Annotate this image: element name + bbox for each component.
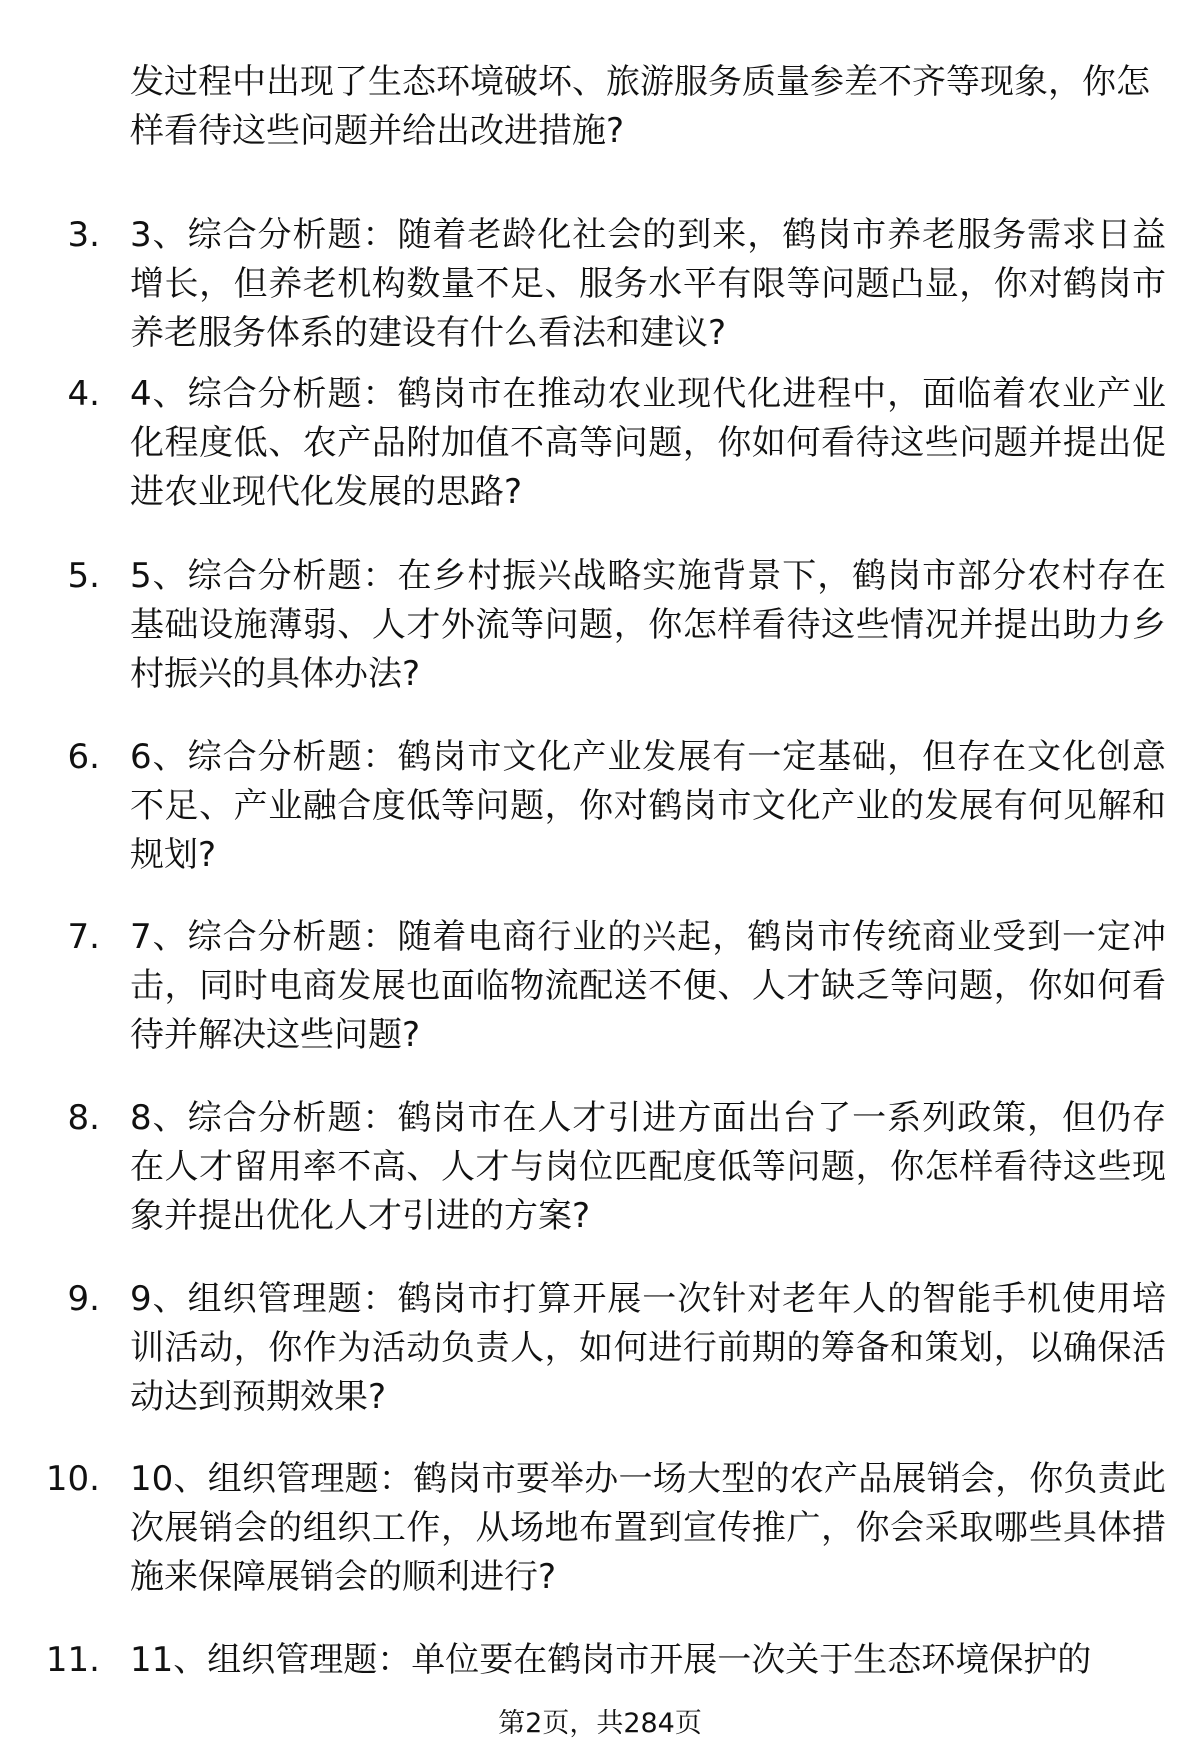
- item-number: 6.: [67, 737, 100, 777]
- item-number: 7.: [67, 917, 100, 957]
- item-text: 5、综合分析题：在乡村振兴战略实施背景下，鹤岗市部分农村存在基础设施薄弱、人才外流等问题，你怎样看待这些情况并提出助力乡村振兴的具体办法?: [130, 556, 1166, 694]
- item-number: 3.: [67, 215, 100, 255]
- item-text: 10、组织管理题：鹤岗市要举办一场大型的农产品展销会，你负责此次展销会的组织工作，从场地布置到宣传推广，你会采取哪些具体措施来保障展销会的顺利进行?: [130, 1459, 1166, 1597]
- item-text: 9、组织管理题：鹤岗市打算开展一次针对老年人的智能手机使用培训活动，你作为活动负责人，如何进行前期的筹备和策划，以确保活动达到预期效果?: [130, 1279, 1166, 1417]
- item-number: 9.: [67, 1279, 100, 1319]
- page-footer: 第2页，共284页: [498, 1708, 702, 1739]
- item-number: 8.: [67, 1098, 100, 1138]
- item-number: 5.: [67, 556, 100, 596]
- item-number: 4.: [67, 374, 100, 414]
- continuation-paragraph: 发过程中出现了生态环境破坏、旅游服务质量参差不齐等现象，你怎样看待这些问题并给出改进措施?: [130, 62, 1150, 151]
- item-text: 8、综合分析题：鹤岗市在人才引进方面出台了一系列政策，但仍存在人才留用率不高、人才与岗位匹配度低等问题，你怎样看待这些现象并提出优化人才引进的方案?: [130, 1098, 1166, 1236]
- item-text: 3、综合分析题：随着老龄化社会的到来，鹤岗市养老服务需求日益增长，但养老机构数量不足、服务水平有限等问题凸显，你对鹤岗市养老服务体系的建设有什么看法和建议?: [130, 215, 1166, 353]
- item-text: 7、综合分析题：随着电商行业的兴起，鹤岗市传统商业受到一定冲击，同时电商发展也面临物流配送不便、人才缺乏等问题，你如何看待并解决这些问题?: [130, 917, 1166, 1055]
- item-number: 10.: [45, 1459, 100, 1499]
- item-text: 4、综合分析题：鹤岗市在推动农业现代化进程中，面临着农业产业化程度低、农产品附加值不高等问题，你如何看待这些问题并提出促进农业现代化发展的思路?: [130, 374, 1166, 512]
- item-text: 11、组织管理题：单位要在鹤岗市开展一次关于生态环境保护的: [130, 1640, 1092, 1680]
- item-number: 11.: [45, 1640, 100, 1680]
- item-text: 6、综合分析题：鹤岗市文化产业发展有一定基础，但存在文化创意不足、产业融合度低等问题，你对鹤岗市文化产业的发展有何见解和规划?: [130, 737, 1166, 875]
